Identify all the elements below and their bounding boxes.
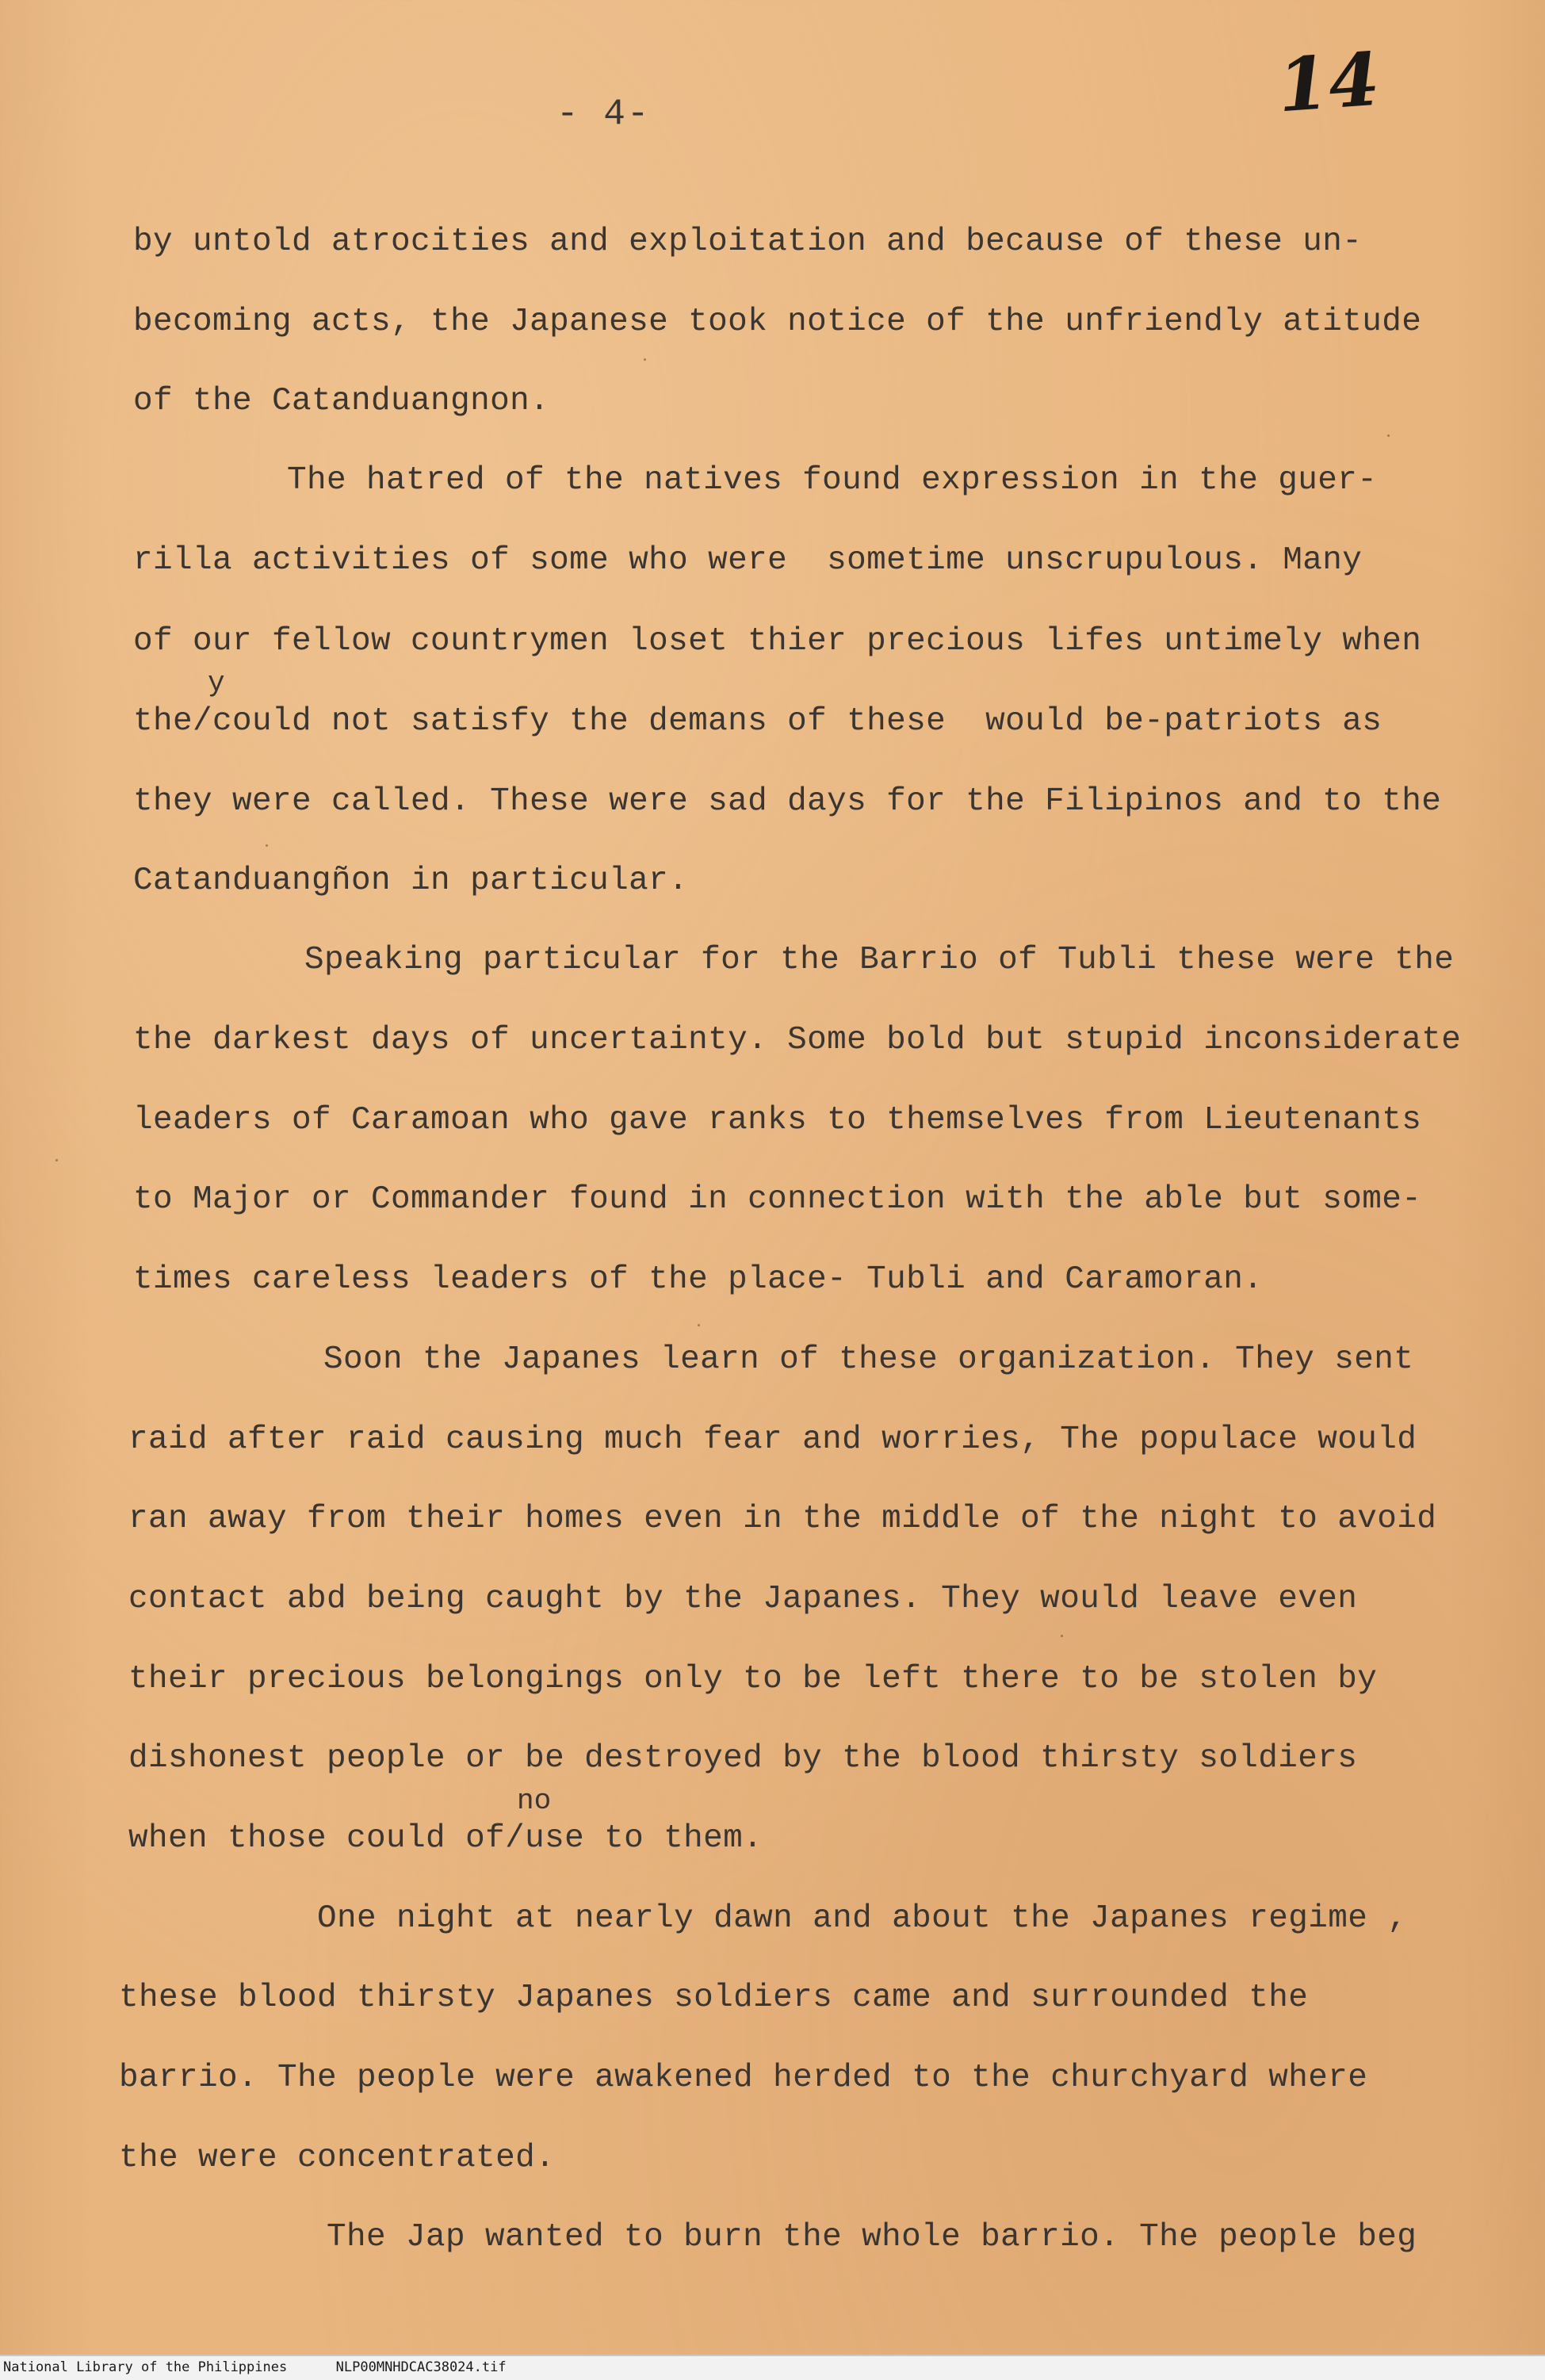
body-line-14: times careless leaders of the place- Tubli and Caramoran. <box>133 1261 1264 1298</box>
handwritten-folio-number: 14 <box>1275 36 1382 129</box>
body-line-17: ran away from their homes even in the middle of the night to avoid <box>128 1501 1437 1537</box>
handwritten-insertion-y: y <box>208 667 225 699</box>
footer-archive-name: National Library of the Philippines <box>3 2359 288 2375</box>
body-line-4: The hatred of the natives found expression in the guer- <box>287 462 1378 499</box>
paper-speck <box>1061 1635 1063 1637</box>
page-number: - 4- <box>556 94 651 135</box>
body-line-12: leaders of Caramoan who gave ranks to themselves from Lieutenants <box>133 1102 1422 1138</box>
paper-speck <box>55 1159 58 1161</box>
body-line-1: by untold atrocities and exploitation and because of these un- <box>133 224 1363 260</box>
body-line-3: of the Catanduangnon. <box>133 383 550 419</box>
body-line-11: the darkest days of uncertainty. Some bold but stupid inconsiderate <box>133 1022 1462 1058</box>
body-line-25: the were concentrated. <box>119 2140 556 2176</box>
paper-speck <box>266 844 268 847</box>
paper-speck <box>644 358 646 361</box>
body-line-9: Catanduangñon in particular. <box>133 863 689 899</box>
body-line-7: the/could not satisfy the demans of these would be-patriots as <box>133 703 1382 740</box>
body-line-26: The Jap wanted to burn the whole barrio. The people beg <box>327 2219 1417 2256</box>
paper-speck <box>698 1324 700 1326</box>
body-line-20: dishonest people or be destroyed by the blood thirsty soldiers <box>128 1740 1358 1777</box>
body-line-15: Soon the Japanes learn of these organization. They sent <box>323 1341 1414 1378</box>
body-line-16: raid after raid causing much fear and worries, The populace would <box>128 1421 1417 1458</box>
body-line-13: to Major or Commander found in connection with the able but some- <box>133 1181 1422 1218</box>
body-line-22: One night at nearly dawn and about the Japanes regime , <box>317 1900 1408 1937</box>
body-line-18: contact abd being caught by the Japanes. They would leave even <box>128 1581 1358 1617</box>
footer-filename: NLP00MNHDCAC38024.tif <box>335 2359 507 2375</box>
body-line-2: becoming acts, the Japanese took notice of the unfriendly atitude <box>133 304 1422 340</box>
body-line-8: they were called. These were sad days for the Filipinos and to the <box>133 783 1442 820</box>
paper-speck <box>1387 434 1390 437</box>
footer-caption <box>3 2359 507 2375</box>
body-line-19: their precious belongings only to be left there to be stolen by <box>128 1661 1378 1697</box>
scan-footer-bar <box>0 2355 1545 2380</box>
body-line-24: barrio. The people were awakened herded to the churchyard where <box>119 2060 1368 2096</box>
body-line-23: these blood thirsty Japanes soldiers came and surrounded the <box>119 1980 1309 2016</box>
body-line-10: Speaking particular for the Barrio of Tubli these were the <box>304 942 1455 978</box>
body-line-6: of our fellow countrymen loset thier precious lifes untimely when <box>133 623 1422 660</box>
body-line-5: rilla activities of some who were sometime unscrupulous. Many <box>133 542 1363 579</box>
handwritten-insertion-no: no <box>517 1785 552 1817</box>
body-line-21: when those could of/use to them. <box>128 1820 763 1857</box>
